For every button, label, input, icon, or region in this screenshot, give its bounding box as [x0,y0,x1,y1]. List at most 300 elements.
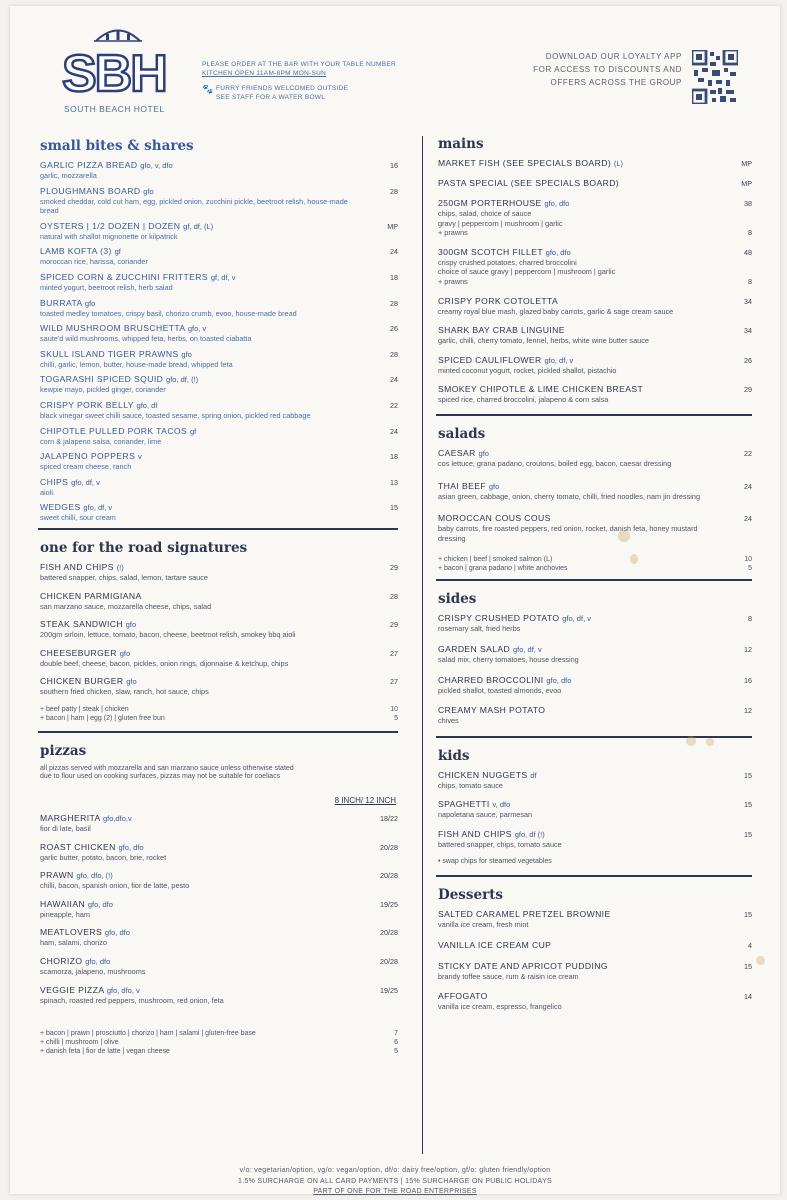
menu-item-price: 19/25 [380,899,398,909]
menu-page [10,6,780,1194]
menu-item-name [40,927,358,938]
logo-letters: SBH [62,45,166,103]
menu-item-name [438,940,712,951]
menu-item-price: MP [741,179,752,188]
dietary-tags: df [530,770,537,780]
menu-item-price: 4 [748,940,752,950]
menu-item-description: chives [438,716,459,726]
menu-item-description: minted coconut yogurt, rocket, pickled shallot, pistachio [438,365,617,375]
dietary-tags: gfo [181,349,192,359]
addon-row [38,705,398,714]
signatures-list [38,562,398,697]
stain-decoration [756,956,765,965]
pizzas-list [38,813,398,1005]
dietary-tags: gfo [119,648,131,658]
menu-item-name-text: CHICKEN BURGER [40,676,124,687]
dietary-tags: gfo, dfo [85,957,111,967]
info-line: SEE STAFF FOR A WATER BOWL [216,94,326,101]
section-title-kids: kids [438,747,470,764]
menu-item [38,451,398,472]
menu-item-description: black vinegar sweet chilli sauce, toasted sesame, spring onion, pickled red cabbage [40,410,311,420]
menu-item [436,355,752,376]
menu-item-name-text: PASTA SPECIAL (SEE SPECIALS BOARD) [438,178,620,188]
stain-decoration [630,554,638,564]
menu-item-description: crispy crushed potatoes, charred broccolini [438,257,577,267]
menu-item [38,899,398,920]
menu-item-name [438,829,712,840]
menu-item-description: creamy royal blue mash, glazed baby carrots, garlic & sage cream sauce [438,306,674,316]
menu-item-name [40,272,358,283]
menu-item-name-text: CRISPY CRUSHED POTATO [438,613,560,624]
menu-item-name [40,899,358,910]
menu-item-description: asian green, cabbage, onion, cherry tomato, chilli, fried noodles, nam jin dressing [438,491,701,501]
menu-item-name-text: VANILLA ICE CREAM CUP [438,939,552,950]
dietary-tags: gfo, dfo [546,675,572,685]
menu-item-description: vanilla ice cream, espresso, frangelico [438,1002,562,1012]
addon-row [38,1047,398,1056]
menu-item-name-text: JALAPENO POPPERS [40,451,136,462]
menu-item-name-text: LAMB KOFTA (3) [40,246,112,257]
menu-item-name [40,648,358,659]
dietary-tags: gfo, v [187,324,207,334]
menu-item-name-text: ROAST CHICKEN [40,841,116,852]
menu-item-price: 20/28 [380,871,398,881]
addon-price: 10 [744,556,752,564]
menu-item-name [438,961,712,972]
dietary-tags: gfo [143,186,154,196]
menu-footer [10,1166,780,1198]
menu-item-name [40,502,358,513]
menu-item [436,644,752,665]
dietary-tags: v [138,452,142,462]
menu-item-price: 13 [390,477,398,487]
menu-item [38,323,398,344]
menu-item-description: spinach, roasted red peppers, mushroom, red onion, feta [40,995,224,1005]
menu-item-name-text: MARKET FISH (SEE SPECIALS BOARD) [438,158,612,168]
menu-item [38,591,398,612]
menu-item-name-text: CHORIZO [40,956,83,967]
pizza-note: all pizzas served with mozzarella and san marzano sauce unless otherwise stated [40,764,294,772]
dietary-tags: gfo, df [136,400,158,410]
menu-item-name [40,676,358,687]
menu-item [38,426,398,447]
menu-item-name-text: CHIPS [40,476,69,487]
menu-item-name [438,675,712,686]
menu-item-name-text: 300GM SCOTCH FILLET [438,246,543,257]
menu-item-description: gravy | peppercorn | mushroom | garlic [438,218,563,228]
stain-decoration [706,738,714,746]
menu-item-price: 20/28 [380,842,398,852]
menu-item-description: saute'd wild mushrooms, whipped feta, herbs, on toasted ciabatta [40,334,252,344]
menu-item-name [40,985,358,996]
menu-item-price: 22 [744,448,752,458]
kids-list [436,770,752,850]
menu-item-name [40,186,358,197]
menu-item [38,870,398,891]
menu-item-name [40,221,358,232]
section-title-small-bites: small bites & shares [40,138,194,154]
dietary-tags: gfo, df, v [71,477,100,487]
menu-item-description: cos lettuce, grana padano, croutons, boiled egg, bacon, caesar dressing [438,458,672,468]
menu-item-price: 24 [744,481,752,491]
menu-item [436,829,752,850]
menu-item-description: garlic, chilli, cherry tomato, fennel, herbs, white wine butter sauce [438,336,649,346]
menu-item [436,448,752,469]
left-column [38,134,398,1056]
addon-row [38,1038,398,1047]
menu-item [38,502,398,523]
menu-item-name-text: AFFOGATO [438,991,488,1002]
menu-item-price: 19/25 [380,985,398,995]
pizza-sizes [38,796,398,805]
menu-item [436,513,752,543]
menu-item-name [40,400,358,411]
dietary-tags: gfo, df, v [544,355,574,365]
menu-item-name [438,384,712,395]
addon-text: + beef patty | steak | chicken [40,705,129,713]
menu-item-name [438,296,712,307]
section-title-mains: mains [438,136,484,152]
sides-list [436,613,752,725]
info-line: PLEASE ORDER AT THE BAR WITH YOUR TABLE NUMBER [202,61,397,68]
section-divider [436,579,752,581]
info-line: FURRY FRIENDS WELCOMED OUTSIDE [216,85,349,92]
menu-item-description: aioli [40,487,53,497]
addon-text: + chicken | beef | smoked salmon (L) [438,556,553,564]
menu-item [38,676,398,697]
menu-item [436,909,752,930]
menu-item-name [40,842,358,853]
menu-item [38,221,398,242]
menu-item-name [40,374,358,385]
menu-item-description: napoletana sauce, parmesan [438,810,533,820]
menu-item [436,178,752,189]
desserts-list [436,909,752,1012]
menu-item-name-text: SKULL ISLAND TIGER PRAWNS [40,348,179,359]
pet-info [202,84,396,102]
menu-item-name-text: 250GM PORTERHOUSE [438,198,542,208]
menu-item [38,477,398,498]
dietary-tags: gfo, df, v [562,614,591,624]
menu-item-name [438,198,712,209]
menu-item-name-text: MEATLOVERS [40,927,103,938]
menu-item-description: garlic butter, potato, bacon, brie, rocket [40,852,167,862]
logo-subtitle: SOUTH BEACH HOTEL [64,104,165,114]
menu-item-name [40,298,358,309]
menu-item-name [438,613,712,624]
section-divider [436,414,752,416]
menu-item-name [40,870,358,881]
menu-item-price: 27 [390,648,398,658]
menu-item [436,705,752,726]
company-text: PART OF ONE FOR THE ROAD ENTERPRISES [313,1188,477,1195]
menu-item-name-text: CHICKEN NUGGETS [438,769,528,780]
dietary-tags: gfo, dfo [87,899,113,909]
menu-item-name-text: STICKY DATE AND APRICOT PUDDING [438,960,608,971]
menu-item-name-text: SPICED CAULIFLOWER [438,354,542,365]
kids-note: • swap chips for steamed vegetables [438,858,552,866]
menu-item-price: 16 [390,161,398,170]
loyalty-line: DOWNLOAD OUR LOYALTY APP [545,52,682,61]
menu-item-description: brandy toffee sauce, rum & raisin ice cream [438,971,579,981]
salads-list [436,448,752,543]
menu-item-price: 18 [390,272,398,282]
addon-price: 5 [394,714,398,722]
menu-item-name-text: BURRATA [40,297,83,308]
mains-list [436,158,752,405]
addon-row [38,714,398,723]
menu-item-price: 34 [744,296,752,306]
menu-item-price: 24 [390,247,398,257]
dietary-tags: gfo, dfo [545,247,571,257]
menu-item-name-text: SALTED CARAMEL PRETZEL BROWNIE [438,909,611,920]
menu-item-name [40,619,358,630]
menu-item-description: battered snapper, chips, salad, lemon, tartare sauce [40,572,208,582]
menu-item-name [438,513,712,524]
menu-item-description: minted yogurt, beetroot relish, herb salad [40,282,173,292]
addon-row [38,1029,398,1038]
menu-item-name [40,477,358,488]
menu-item-price: 15 [744,910,752,920]
menu-item [436,481,752,502]
menu-item-description: salad mix, cherry tomatoes, house dressing [438,654,579,664]
menu-item-name-text: CHARRED BROCCOLINI [438,674,544,685]
menu-item [436,247,752,287]
menu-item-description: sweet chilli, sour cream [40,513,116,523]
menu-item-name-text: SPICED CORN & ZUCCHINI FRITTERS [40,271,209,282]
dietary-tags: (!) [116,562,124,572]
addon-row [436,555,752,564]
column-divider [422,136,423,1154]
menu-item-description: 200gm sirloin, lettuce, tomato, bacon, cheese, beetroot relish, smokey bbq aioli [40,630,296,640]
dietary-tags: gfo, df, v [83,503,113,513]
menu-item-description: chilli, garlic, lemon, butter, house-made bread, whipped feta [40,359,233,369]
menu-item [436,613,752,634]
menu-item-name [40,813,358,824]
qr-code-icon[interactable] [692,50,738,104]
menu-item-name [438,448,712,459]
menu-item [38,298,398,319]
menu-item-price: 20/28 [380,957,398,967]
menu-item-name-text: MARGHERITA [40,813,101,824]
menu-item-name [40,426,358,437]
menu-item-name-text: STEAK SANDWICH [40,619,123,630]
menu-item-price: 28 [390,298,398,308]
pizza-sizes-label: 8 INCH/ 12 INCH [334,796,396,806]
menu-item-description: san marzano sauce, mozzarella cheese, chips, salad [40,601,212,611]
menu-item [436,940,752,951]
menu-item [38,813,398,834]
menu-item-price: 29 [390,620,398,630]
menu-item [38,619,398,640]
menu-item [38,562,398,583]
addon-text: + bacon | grana padano | white anchovies [438,565,568,573]
section-title-pizzas: pizzas [40,742,87,759]
menu-item-price: 12 [744,644,752,654]
menu-item-price: 12 [744,706,752,716]
menu-item-description: choice of sauce gravy | peppercorn | mushroom | garlic [438,267,616,277]
dietary-tags: gfo, dfo [104,928,130,938]
menu-item-description: southern fried chicken, slaw, ranch, hot sauce, chips [40,687,209,697]
menu-item [38,985,398,1006]
menu-item-description: baby carrots, fire roasted peppers, red onion, rocket, danish feta, honey mustard dressing [438,524,698,543]
menu-item-price: 22 [390,400,398,410]
menu-item-price: 38 [744,199,752,208]
section-title-sides: sides [438,591,477,608]
section-divider [38,731,398,733]
menu-item-price: 29 [744,385,752,395]
menu-item-price: MP [741,159,752,168]
menu-item-name [40,349,358,360]
menu-item [38,842,398,863]
menu-item-description: + prawns [438,228,468,238]
menu-item [436,961,752,982]
dietary-tags: gfo [84,298,96,308]
menu-item-price: 24 [390,426,398,436]
menu-item-description: scamorza, jalapeno, mushrooms [40,967,146,977]
menu-item-name-text: CAESAR [438,447,476,458]
menu-item-name-text: FISH AND CHIPS [40,561,114,572]
dietary-tags: gf, df, (L) [183,221,214,231]
menu-item-description: natural with shallot mignonette or kilpatrick [40,231,178,241]
menu-item-name [438,770,712,781]
menu-item [38,374,398,395]
menu-item-name [438,991,712,1002]
menu-item [38,648,398,669]
menu-item [436,675,752,696]
menu-item [436,158,752,169]
menu-item-name-text: CHIPOTLE PULLED PORK TACOS [40,425,188,436]
menu-item [38,272,398,293]
menu-item-price: 48 [744,247,752,257]
menu-item-name [438,705,712,716]
dietary-tags: gfo, dfo [544,199,570,208]
menu-item-description: rosemary salt, fried herbs [438,624,521,634]
menu-item [38,349,398,370]
menu-item-price: 15 [744,800,752,810]
addon-row [436,564,752,573]
menu-item-name [438,644,712,655]
menu-item-price: 8 [748,614,752,624]
menu-item-description: spiced cream cheese, ranch [40,462,132,472]
stain-decoration [686,736,696,746]
dietary-tags: gfo, dfo [118,842,144,852]
menu-item-name [438,909,712,920]
loyalty-line: FOR ACCESS TO DISCOUNTS AND [533,65,682,74]
menu-item-description: moroccan rice, harissa, coriander [40,257,148,267]
addon-price: 5 [394,1048,398,1056]
right-column [436,132,752,1022]
menu-item-name-text: VEGGIE PIZZA [40,984,105,995]
menu-item-description: vanilla ice cream, fresh mint [438,920,529,930]
menu-item-description: garlic, mozzarella [40,171,97,180]
dietary-tags: gfo, df (!) [514,829,545,839]
menu-item-description: ham, salami, chorizo [40,938,107,948]
menu-item-name [438,247,712,258]
dietary-tags: gf [114,247,121,257]
menu-item-price: 18/22 [380,814,398,824]
surcharge-text: 1.5% SURCHARGE ON ALL CARD PAYMENTS | 15% SURCHARGE ON PUBLIC HOLIDAYS [238,1177,552,1185]
menu-item-description: toasted medley tomatoes, crispy basil, chorizo crumb, evoo, house-made bread [40,308,297,318]
menu-item-name-text: FISH AND CHIPS [438,828,512,839]
menu-item-name [40,323,358,334]
dietary-tags: gfo, df, (!) [166,375,199,385]
menu-item-name [40,246,358,257]
menu-item [436,799,752,820]
menu-item-price: MP [387,221,398,231]
menu-item-name-text: WEDGES [40,502,81,513]
addon-text: + chilli | mushroom | olive [40,1039,119,1047]
menu-item-name [438,178,712,189]
info-line: KITCHEN OPEN 11AM-8PM MON-SUN [202,70,327,77]
section-title-signatures: one for the road signatures [40,539,248,556]
menu-item-price: 15 [744,961,752,971]
menu-item-name [40,562,358,573]
dietary-tags: gfo, v, dfo [140,161,173,170]
menu-item-name-text: CRISPY PORK BELLY [40,399,134,410]
ordering-info [202,60,396,102]
addon-price: 6 [394,1039,398,1047]
menu-item-name [438,481,712,492]
dietary-tags: gfo [126,677,137,687]
dietary-tags: gfo [488,481,500,491]
menu-item-price: 26 [744,355,752,365]
menu-item-name-text: HAWAIIAN [40,898,86,909]
menu-item-price: 28 [390,186,398,196]
section-divider [436,875,752,877]
menu-item-description: battered snapper, chips, tomato sauce [438,839,562,849]
menu-item [436,991,752,1012]
addon-text: + bacon | ham | egg (2) | gluten free bun [40,714,165,722]
menu-item-price: 15 [744,829,752,839]
menu-item [38,927,398,948]
menu-item-name-text: CHICKEN PARMIGIANA [40,590,142,601]
menu-item [436,770,752,791]
loyalty-promo [522,50,682,89]
menu-item [436,384,752,405]
addon-price: 7 [394,1030,398,1038]
menu-item-price: 28 [390,349,398,359]
menu-item-name-text: MOROCCAN COUS COUS [438,513,551,524]
menu-item-price: 24 [744,514,752,524]
menu-item-name [438,799,712,810]
menu-item-price: 29 [390,562,398,572]
menu-item-name-text: OYSTERS | 1/2 DOZEN | DOZEN [40,220,181,231]
menu-item-description: corn & jalapeno salsa, coriander, lime [40,436,162,446]
menu-item [38,160,398,181]
addon-text: + bacon | prawn | prosciutto | chorizo | ham | salami | gluten-free base [40,1030,256,1038]
menu-item-name-text: SPAGHETTI [438,799,490,810]
addon-text: + danish feta | fior de latte | vegan cheese [40,1048,170,1056]
menu-item-name-text: SMOKEY CHIPOTLE & LIME CHICKEN BREAST [438,384,644,395]
section-divider [436,736,752,738]
menu-item-name [438,158,712,169]
menu-item [38,246,398,267]
dietary-tags: (L) [613,159,624,168]
addon-price: 5 [748,565,752,573]
menu-item-name-text: SHARK BAY CRAB LINGUINE [438,325,565,336]
legend-text: v/o: vegetarian/option, vg/o: vegan/option, df/o: dairy free/option, gf/o: gluten friendly/option [239,1167,551,1174]
dietary-tags: gfo [478,448,489,458]
menu-item-name-text: CREAMY MASH POTATO [438,705,546,716]
menu-item-price: 20/28 [380,928,398,938]
menu-item-name-text: THAI BEEF [438,480,487,491]
menu-item-price: 15 [744,770,752,780]
menu-item-price: 34 [744,326,752,336]
menu-item-description: fior di late, basil [40,824,91,834]
menu-item-description: pickled shallot, toasted almonds, evoo [438,685,562,695]
dietary-tags: gfo,dfo,v [102,814,132,824]
